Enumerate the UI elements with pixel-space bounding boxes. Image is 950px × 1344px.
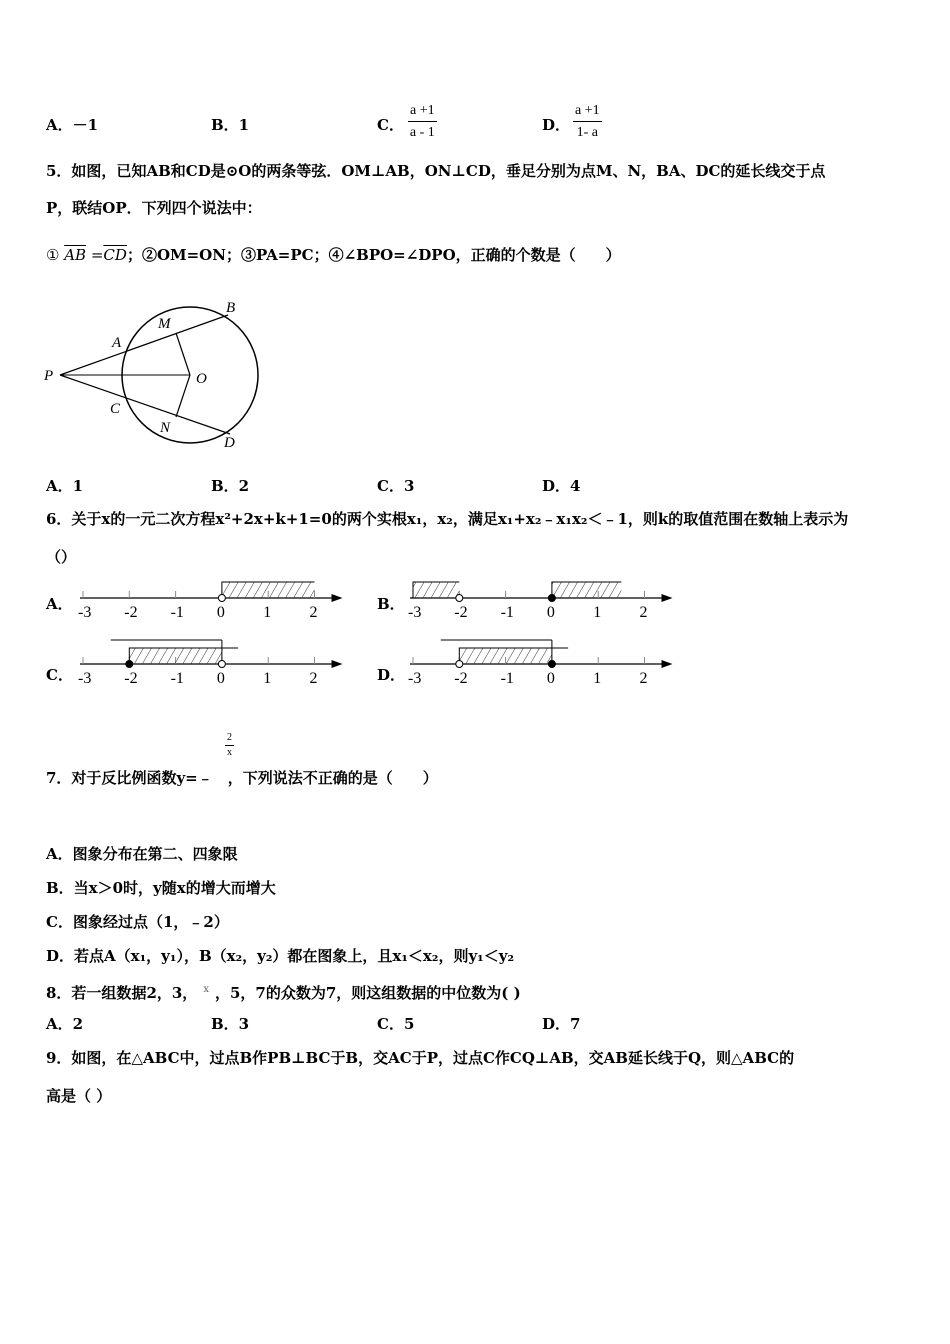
- q7-option-d: D．若点A（x₁，y₁），B（x₂，y₂）都在图象上，且x₁＜x₂，则y₁＜y₂: [46, 947, 515, 965]
- arc-ab: $\overline{AB}$: [64, 246, 87, 264]
- q5-option-d: D．4: [542, 477, 581, 495]
- tick-label: -2: [454, 670, 468, 687]
- denominator: a - 1: [409, 125, 435, 140]
- q8-option-a: A．2: [46, 1015, 84, 1033]
- tick-label: -3: [408, 670, 422, 687]
- arrow-icon: [332, 594, 343, 602]
- q6-option-a: A．: [46, 595, 73, 613]
- q5-stem-line2: P，联结OP．下列四个说法中：: [46, 199, 262, 217]
- tick-label: 1: [593, 604, 602, 621]
- number-line-d: [408, 640, 673, 687]
- label-m: M: [158, 316, 171, 332]
- q9-stem-line2: 高是（ ）: [46, 1087, 112, 1105]
- numerator: a +1: [408, 103, 437, 122]
- q4-option-d-fraction: [573, 103, 602, 141]
- q8-option-b: B．3: [211, 1015, 250, 1033]
- label-o: O: [196, 371, 207, 387]
- q5-option-a: A．1: [46, 477, 84, 495]
- arrow-icon: [662, 660, 673, 668]
- q8-stem-a: 8．若一组数据2，3，: [46, 984, 198, 1002]
- q5-stem-line1: 5．如图，已知AB和CD是⊙O的两条等弦．OM⊥AB，ON⊥CD，垂足分别为点M、N，BA、DC的延长线交于点: [46, 162, 826, 180]
- q5-option-c: C．3: [377, 477, 415, 495]
- label-n: N: [160, 420, 171, 436]
- denominator: x: [227, 747, 232, 758]
- shaded-region: [129, 648, 222, 664]
- tick-label: 2: [639, 670, 648, 687]
- q8-stem-b: ，5，7的众数为7，则这组数据的中位数为( ): [214, 984, 521, 1002]
- line-om: [176, 333, 190, 375]
- tick-label: 0: [216, 604, 225, 621]
- tick-label: -3: [408, 604, 422, 621]
- q6-stem-line1: 6．关于x的一元二次方程x²+2x+k+1=0的两个实根x₁，x₂，满足x₁+x₂﹣x₁x₂＜﹣1，则k的取值范围在数轴上表示为: [46, 510, 849, 528]
- statements-rest: ；②OM=ON；③PA=PC；④∠BPO=∠DPO，正确的个数是（ ）: [126, 246, 621, 264]
- open-point: [456, 661, 463, 668]
- closed-point: [126, 661, 133, 668]
- q5-statements: [46, 246, 621, 264]
- q8-option-d: D．7: [542, 1015, 581, 1033]
- tick-label: -2: [124, 670, 138, 687]
- closed-point: [548, 595, 555, 602]
- number-line-b: [408, 582, 673, 621]
- tick-label: 2: [639, 604, 648, 621]
- label-d: D: [224, 435, 235, 451]
- denominator: 1- a: [576, 125, 598, 140]
- q7-option-c: C．图象经过点（1，﹣2）: [46, 913, 229, 931]
- tick-label: 0: [546, 670, 555, 687]
- q9-stem-line1: 9．如图，在△ABC中，过点B作PB⊥BC于B，交AC于P，过点C作CQ⊥AB，交AB延长线于Q，则△ABC的: [46, 1049, 795, 1067]
- shaded-region: [222, 582, 315, 598]
- line-on: [176, 375, 190, 417]
- q6-option-d: D．: [377, 666, 406, 684]
- open-point: [218, 661, 225, 668]
- equals: =: [86, 246, 104, 264]
- q6-stem-line2: （）: [46, 548, 77, 566]
- label-c: C: [110, 401, 121, 417]
- number-line-a: [78, 582, 343, 621]
- variable-x: x: [203, 984, 209, 995]
- shaded-region: [552, 582, 621, 598]
- closed-point: [548, 661, 555, 668]
- arrow-icon: [662, 594, 673, 602]
- arrow-icon: [332, 660, 343, 668]
- shaded-region: [413, 582, 459, 598]
- tick-label: -2: [454, 604, 468, 621]
- q4-option-a: A．－1: [46, 116, 99, 134]
- tick-label: -3: [78, 670, 92, 687]
- tick-label: -1: [170, 604, 184, 621]
- tick-label: 2: [309, 604, 318, 621]
- q7-option-b: B．当x＞0时，y随x的增大而增大: [46, 879, 276, 897]
- tick-label: -2: [124, 604, 138, 621]
- number-lines: [0, 560, 700, 700]
- numerator: 2: [225, 732, 234, 746]
- tick-label: -1: [500, 604, 514, 621]
- q6-option-c: C．: [46, 666, 73, 684]
- q5-option-b: B．2: [211, 477, 250, 495]
- q7-fraction: [225, 732, 234, 758]
- q6-option-b: B．: [377, 595, 405, 613]
- q8-option-c: C．5: [377, 1015, 415, 1033]
- q4-option-c-fraction: [408, 103, 437, 141]
- q7-option-a: A．图象分布在第二、四象限: [46, 845, 238, 863]
- label-b: B: [226, 300, 236, 316]
- number-line-c: [78, 640, 343, 687]
- tick-label: 0: [546, 604, 555, 621]
- q4-option-d: D．: [542, 116, 571, 134]
- numerator: a +1: [573, 103, 602, 122]
- arc-cd: $\overline{CD}$: [103, 246, 127, 264]
- label-p: P: [44, 368, 54, 384]
- tick-label: 2: [309, 670, 318, 687]
- tick-label: 1: [593, 670, 602, 687]
- tick-label: -3: [78, 604, 92, 621]
- tick-label: -1: [170, 670, 184, 687]
- circle-figure: [0, 290, 300, 460]
- q8-stem: [46, 981, 521, 1002]
- open-point: [218, 595, 225, 602]
- q7-stem: 7．对于反比例函数y=﹣ ，下列说法不正确的是（ ）: [46, 769, 438, 787]
- q4-option-c: C．: [377, 116, 404, 134]
- label-a: A: [112, 335, 122, 351]
- tick-label: 0: [216, 670, 225, 687]
- tick-label: -1: [500, 670, 514, 687]
- tick-label: 1: [263, 604, 272, 621]
- shaded-region: [459, 648, 552, 664]
- tick-label: 1: [263, 670, 272, 687]
- open-point: [456, 595, 463, 602]
- circle-1: ①: [46, 246, 65, 264]
- q4-option-b: B．1: [211, 116, 250, 134]
